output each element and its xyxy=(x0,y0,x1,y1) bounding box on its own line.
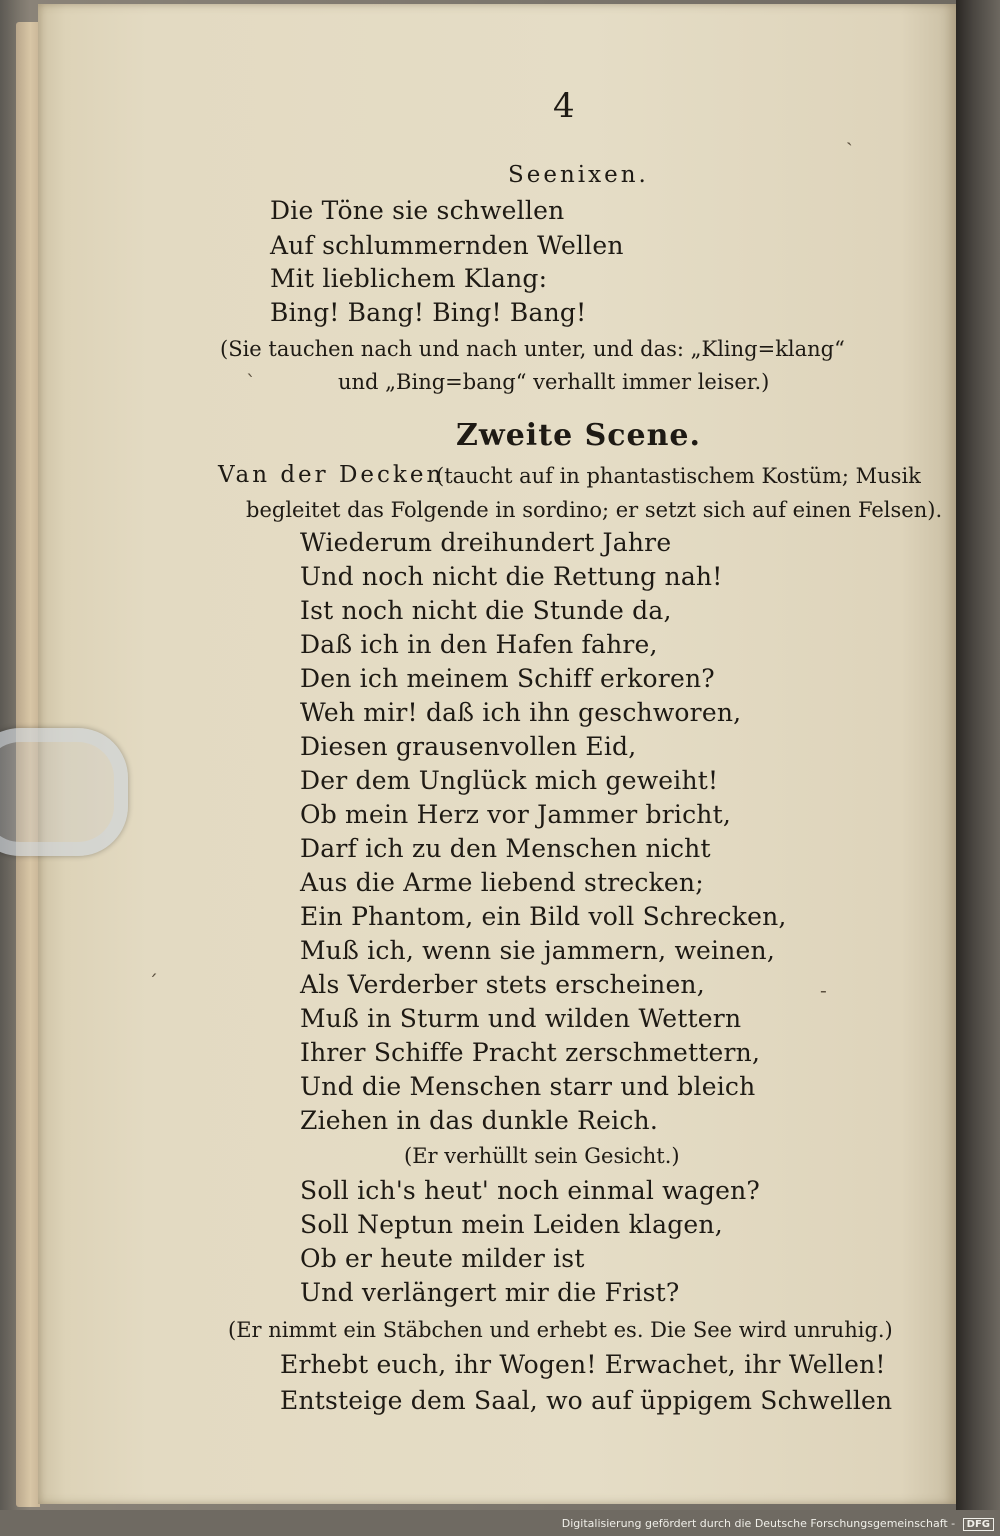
digitization-footer xyxy=(562,1517,994,1531)
verse-line: Ist noch nicht die Stunde da, xyxy=(300,596,672,625)
verse-line: Soll ich's heut' noch einmal wagen? xyxy=(300,1176,760,1205)
stage-direction: (taucht auf in phantastischem Kostüm; Musik xyxy=(436,464,921,488)
scene-heading: Zweite Scene. xyxy=(456,418,701,453)
verse-line: Muß ich, wenn sie jammern, weinen, xyxy=(300,936,775,965)
speaker-van-der-decken: Van der Decken xyxy=(218,462,445,488)
verse-line: Den ich meinem Schiff erkoren? xyxy=(300,664,715,693)
stage-direction: (Er nimmt ein Stäbchen und erhebt es. Die See wird unruhig.) xyxy=(228,1318,893,1342)
stage-direction: (Er verhüllt sein Gesicht.) xyxy=(404,1144,680,1168)
verse-line: Darf ich zu den Menschen nicht xyxy=(300,834,711,863)
verse-line: Als Verderber stets erscheinen, xyxy=(300,970,705,999)
verse-line: Weh mir! daß ich ihn geschworen, xyxy=(300,698,742,727)
paper-speck: ˏ xyxy=(846,122,853,146)
stage-direction: und „Bing=bang“ verhallt immer leiser.) xyxy=(338,370,770,394)
verse-line: Daß ich in den Hafen fahre, xyxy=(300,630,658,659)
verse-line: Wiederum dreihundert Jahre xyxy=(300,528,672,557)
verse-line: Und verlängert mir die Frist? xyxy=(300,1278,680,1307)
verse-line: Ob er heute milder ist xyxy=(300,1244,585,1273)
paper-speck: ˋ xyxy=(246,370,256,394)
verse-line: Bing! Bang! Bing! Bang! xyxy=(270,298,587,327)
verse-line: Die Töne sie schwellen xyxy=(270,196,565,225)
verse-line: Entsteige dem Saal, wo auf üppigem Schwellen xyxy=(280,1386,893,1415)
verse-line: Mit lieblichem Klang: xyxy=(270,264,548,293)
book-page xyxy=(38,4,956,1504)
verse-line: Ein Phantom, ein Bild voll Schrecken, xyxy=(300,902,787,931)
verse-line: Soll Neptun mein Leiden klagen, xyxy=(300,1210,723,1239)
bleed-through-text xyxy=(818,564,826,594)
stage-direction: begleitet das Folgende in sordino; er setzt sich auf einen Felsen). xyxy=(246,498,943,522)
stage-direction: (Sie tauchen nach und nach unter, und das: „Kling=klang“ xyxy=(220,337,845,361)
verse-line: Ihrer Schiffe Pracht zerschmettern, xyxy=(300,1038,761,1067)
verse-line: Und noch nicht die Rettung nah! xyxy=(300,562,723,591)
dfg-logo: DFG xyxy=(963,1518,994,1531)
verse-line: Aus die Arme liebend strecken; xyxy=(300,868,704,897)
footer-text: Digitalisierung gefördert durch die Deutsche Forschungsgemeinschaft - xyxy=(561,1517,956,1530)
paper-speck: - xyxy=(820,978,827,1002)
verse-line: Erhebt euch, ihr Wogen! Erwachet, ihr Wellen! xyxy=(280,1350,886,1379)
verse-line: Der dem Unglück mich geweiht! xyxy=(300,766,719,795)
verse-line: Ob mein Herz vor Jammer bricht, xyxy=(300,800,732,829)
page-number: 4 xyxy=(553,86,575,126)
page-clip xyxy=(0,728,128,856)
verse-line: Und die Menschen starr und bleich xyxy=(300,1072,756,1101)
verse-line: Diesen grausenvollen Eid, xyxy=(300,732,637,761)
speaker-seenixen: Seenixen. xyxy=(508,162,649,188)
verse-line: Ziehen in das dunkle Reich. xyxy=(300,1106,658,1135)
verse-line: Muß in Sturm und wilden Wettern xyxy=(300,1004,742,1033)
book-spine-shadow xyxy=(956,0,1000,1510)
paper-speck: ˊ xyxy=(148,970,158,994)
verse-line: Auf schlummernden Wellen xyxy=(270,231,624,260)
